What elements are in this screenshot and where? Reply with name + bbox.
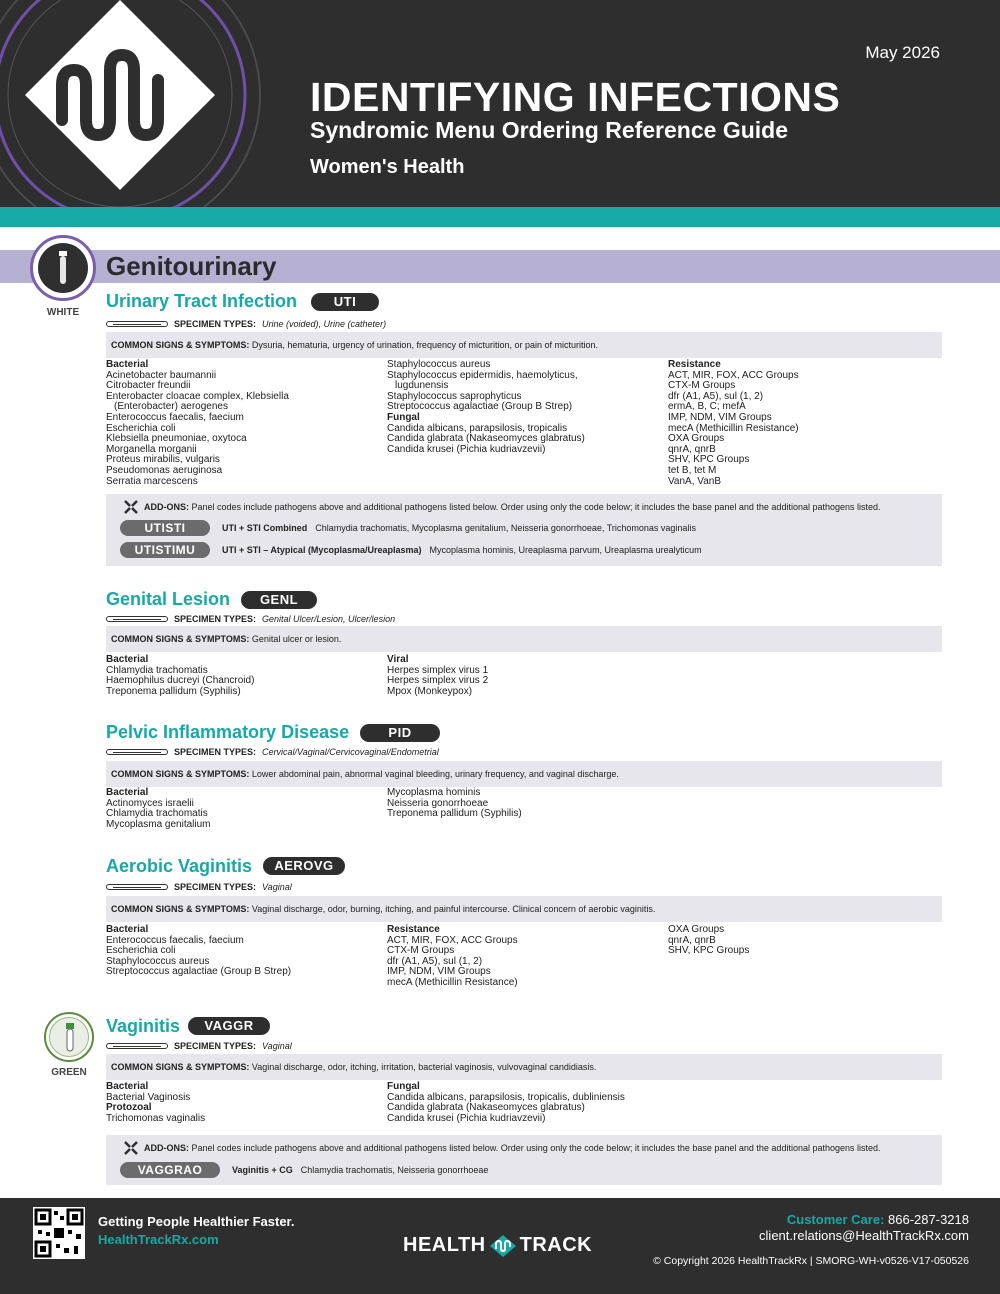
date: May 2026 bbox=[865, 43, 940, 62]
addons-header: ADD-ONS: Panel codes include pathogens above and additional pathogens listed below. Order using only the code below; it includes the base panel and the additional pathogens listed. bbox=[124, 1141, 881, 1155]
pid-signs: COMMON SIGNS & SYMPTOMS: Lower abdominal pain, abnormal vaginal bleeding, urinary frequency, and vaginal discharge. bbox=[106, 761, 942, 787]
addon-code-badge: UTISTI bbox=[120, 520, 210, 536]
pid-col2: Mycoplasma hominis Neisseria gonorrhoeae Treponema pallidum (Syphilis) bbox=[387, 787, 522, 820]
uti-signs: COMMON SIGNS & SYMPTOMS: Dysuria, hematuria, urgency of urination, frequency of micturition, or pain of micturition. bbox=[106, 332, 942, 358]
uti-col3: Resistance ACT, MIR, FOX, ACC Groups CTX-M Groups dfr (A1, A5), sul (1, 2) ermA, B, C; mefA IMP, NDM, VIM Groups mecA (Methicillin Resistance) OXA Groups qnrA, qnrB SHV, KPC Groups tet B, tet M VanA, VanB bbox=[668, 359, 799, 487]
addons-icon bbox=[124, 1141, 138, 1155]
addon-code-badge: VAGGRAO bbox=[120, 1162, 220, 1178]
addon-code-badge: UTISTIMU bbox=[120, 542, 210, 558]
pid-specimen: SPECIMEN TYPES: Cervical/Vaginal/Cervicovaginal/Endometrial bbox=[106, 747, 439, 757]
addons-icon bbox=[124, 500, 138, 514]
aerovg-code-badge: AEROVG bbox=[263, 857, 345, 875]
tube-label-green: GREEN bbox=[51, 1067, 87, 1078]
vaggr-title: Vaginitis bbox=[106, 1016, 181, 1036]
footer-tagline: Getting People Healthier Faster. bbox=[98, 1214, 295, 1229]
aerovg-col3: OXA Groups qnrA, qnrB SHV, KPC Groups bbox=[668, 924, 750, 957]
swab-icon bbox=[106, 616, 168, 622]
vaggr-addons bbox=[106, 1135, 942, 1185]
aerovg-col1: Bacterial Enterococcus faecalis, faecium Escherichia coli Staphylococcus aureus Streptococcus agalactiae (Group B Strep) bbox=[106, 924, 292, 978]
page-title: IDENTIFYING INFECTIONS bbox=[310, 74, 841, 120]
vaggr-col2: Fungal Candida albicans, parapsilosis, tropicalis, dubliniensis Candida glabrata (Nakaseomyces glabratus) Candida krusei (Pichia kudriavzevii) bbox=[387, 1081, 625, 1124]
uti-title: Urinary Tract Infection bbox=[106, 291, 298, 311]
customer-care-email[interactable]: client.relations@HealthTrackRx.com bbox=[759, 1228, 969, 1243]
logo bbox=[0, 0, 270, 207]
qr-code[interactable] bbox=[33, 1207, 85, 1259]
uti-specimen: SPECIMEN TYPES: Urine (voided), Urine (catheter) bbox=[106, 319, 386, 329]
aerovg-specimen: SPECIMEN TYPES: Vaginal bbox=[106, 882, 292, 892]
tube-label-white: WHITE bbox=[46, 307, 80, 318]
uti-code-badge: UTI bbox=[311, 293, 379, 311]
category-title: Genitourinary bbox=[106, 251, 277, 281]
aerovg-col2: Resistance ACT, MIR, FOX, ACC Groups CTX-M Groups dfr (A1, A5), sul (1, 2) IMP, NDM, VIM Groups mecA (Methicillin Resistance) bbox=[387, 924, 518, 988]
customer-care-phone[interactable]: 866-287-3218 bbox=[888, 1212, 969, 1227]
teal-divider bbox=[0, 207, 1000, 227]
genl-col1: Bacterial Chlamydia trachomatis Haemophilus ducreyi (Chancroid) Treponema pallidum (Syphilis) bbox=[106, 654, 255, 697]
genl-specimen: SPECIMEN TYPES: Genital Ulcer/Lesion, Ulcer/lesion bbox=[106, 614, 395, 624]
section-subtitle: Women's Health bbox=[310, 156, 465, 178]
copyright: © Copyright 2026 HealthTrackRx | SMORG-WH-v0526-V17-050526 bbox=[653, 1255, 969, 1267]
uti-col2: Staphylococcus aureus Staphylococcus epidermidis, haemolyticus, lugdunensis Staphylococcus saprophyticus Streptococcus agalactiae (Group B Strep) Fungal Candida albicans, parapsilosis, tropicalis Candida glabrata (Nakaseomyces glabratus) Candida krusei (Pichia kudriavzevii) bbox=[387, 359, 585, 455]
pid-title: Pelvic Inflammatory Disease bbox=[106, 722, 350, 742]
footer-brand-logo: HEALTH TRACK bbox=[403, 1234, 593, 1256]
brand-mark-icon bbox=[490, 1235, 516, 1257]
addon-row-utisti: UTISTI UTI + STI Combined Chlamydia trachomatis, Mycoplasma genitalium, Neisseria gonorrhoeae, Trichomonas vaginalis bbox=[120, 520, 696, 536]
genl-col2: Viral Herpes simplex virus 1 Herpes simplex virus 2 Mpox (Monkeypox) bbox=[387, 654, 489, 697]
page-subtitle: Syndromic Menu Ordering Reference Guide bbox=[310, 117, 788, 143]
vaggr-signs: COMMON SIGNS & SYMPTOMS: Vaginal discharge, odor, itching, irritation, bacterial vaginosis, vulvovaginal candidiasis. bbox=[106, 1054, 942, 1080]
aerovg-title: Aerobic Vaginitis bbox=[106, 856, 253, 876]
swab-icon bbox=[106, 321, 168, 327]
white-tube-icon bbox=[30, 235, 96, 301]
addon-row-utistimu: UTISTIMU UTI + STI – Atypical (Mycoplasma/Ureaplasma) Mycoplasma hominis, Ureaplasma parvum, Ureaplasma urealyticum bbox=[120, 542, 702, 558]
pid-code-badge: PID bbox=[360, 724, 440, 742]
page-header bbox=[0, 0, 1000, 207]
footer-website-link[interactable]: HealthTrackRx.com bbox=[98, 1232, 219, 1247]
genl-title: Genital Lesion bbox=[106, 589, 231, 609]
swab-icon bbox=[106, 749, 168, 755]
vaggr-code-badge: VAGGR bbox=[188, 1017, 270, 1035]
aerovg-signs: COMMON SIGNS & SYMPTOMS: Vaginal discharge, odor, burning, itching, and painful intercourse. Clinical concern of aerobic vaginitis. bbox=[106, 896, 942, 922]
genl-signs: COMMON SIGNS & SYMPTOMS: Genital ulcer or lesion. bbox=[106, 626, 942, 652]
vaggr-specimen: SPECIMEN TYPES: Vaginal bbox=[106, 1041, 292, 1051]
swab-icon bbox=[106, 1043, 168, 1049]
uti-addons bbox=[106, 494, 942, 566]
addons-header: ADD-ONS: Panel codes include pathogens above and additional pathogens listed below. Order using only the code below; it includes the base panel and the additional pathogens listed. bbox=[124, 500, 881, 514]
pid-col1: Bacterial Actinomyces israelii Chlamydia trachomatis Mycoplasma genitalium bbox=[106, 787, 211, 830]
green-tube-icon bbox=[44, 1012, 94, 1062]
addon-row-vaggrao: VAGGRAO Vaginitis + CG Chlamydia trachomatis, Neisseria gonorrhoeae bbox=[120, 1162, 488, 1178]
customer-care: Customer Care: 866-287-3218 bbox=[786, 1212, 969, 1227]
swab-icon bbox=[106, 884, 168, 890]
genl-code-badge: GENL bbox=[241, 591, 317, 609]
uti-col1: Bacterial Acinetobacter baumannii Citrobacter freundii Enterobacter cloacae complex, Klebsiella (Enterobacter) aerogenes Enterococcus faecalis, faecium Escherichia coli Klebsiella pneumoniae, oxytoca Morganella morganii Proteus mirabilis, vulgaris Pseudomonas aeruginosa Serratia marcescens bbox=[106, 359, 289, 487]
vaggr-col1: Bacterial Bacterial Vaginosis Protozoal Trichomonas vaginalis bbox=[106, 1081, 206, 1124]
